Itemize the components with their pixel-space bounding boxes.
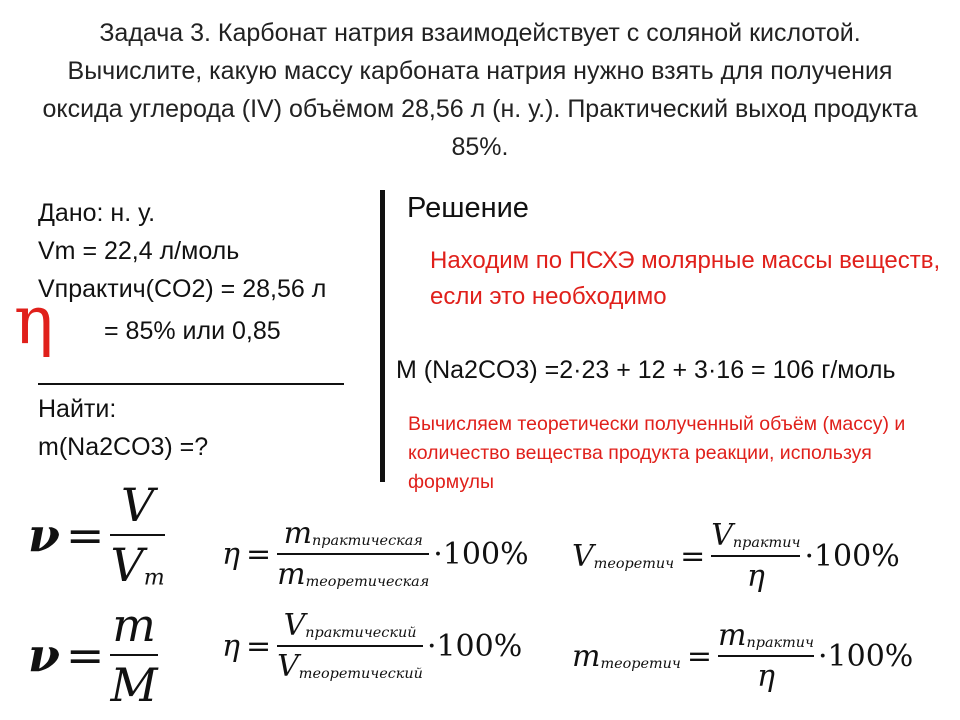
given-divider xyxy=(38,383,344,385)
given-practical-volume: Vпрактич(CO2) = 28,56 л xyxy=(38,275,327,303)
molar-mass-calculation: M (Na2CO3) =2·23 + 12 + 3·16 = 106 г/моль xyxy=(396,356,896,384)
solution-title: Решение xyxy=(407,192,529,224)
formula-yield-mass: η = $\frac{\text{mпрактическая}}{\text{mтеоретическая}}$ ·100% xyxy=(222,516,529,592)
solution-note-molar: Находим по ПСХЭ молярные массы веществ, если это необходимо xyxy=(430,247,941,310)
vertical-divider xyxy=(380,190,385,482)
formula-amount-mass: ν = $\frac{m}{M}$ xyxy=(28,598,158,712)
given-yield: = 85% или 0,85 xyxy=(104,317,281,345)
given-molar-volume: Vm = 22,4 л/моль xyxy=(38,237,240,265)
given-conditions: Дано: н. у. xyxy=(38,199,156,227)
formula-yield-volume: η = $\frac{\text{Vпрактический}}{\text{Vтеоретический}}$ ·100% xyxy=(222,608,523,684)
solution-note-theoretical: Вычисляем теоретически полученный объём (массу) и количество вещества продукта реакции, используя формулы xyxy=(408,413,906,493)
find-value: m(Na2CO3) =? xyxy=(38,433,209,461)
eta-symbol: η xyxy=(14,282,54,359)
formula-amount-volume: ν = $\frac{V}{Vm}$ xyxy=(28,478,165,592)
formula-theoretical-mass: mтеоретич = $\frac{\text{mпрактич}}{\eta}$ ·100% xyxy=(572,618,914,694)
find-label: Найти: xyxy=(38,395,117,423)
formula-theoretical-volume: Vтеоретич = $\frac{\text{Vпрактич}}{\eta}$ ·100% xyxy=(572,518,900,594)
problem-title: Задача 3. Карбонат натрия взаимодействует с соляной кислотой. Вычислите, какую массу карбоната натрия нужно взять для получения оксида углерода (IV) объёмом 28,56 л (н. у.). Практический выход продукта 85%. xyxy=(42,19,918,161)
